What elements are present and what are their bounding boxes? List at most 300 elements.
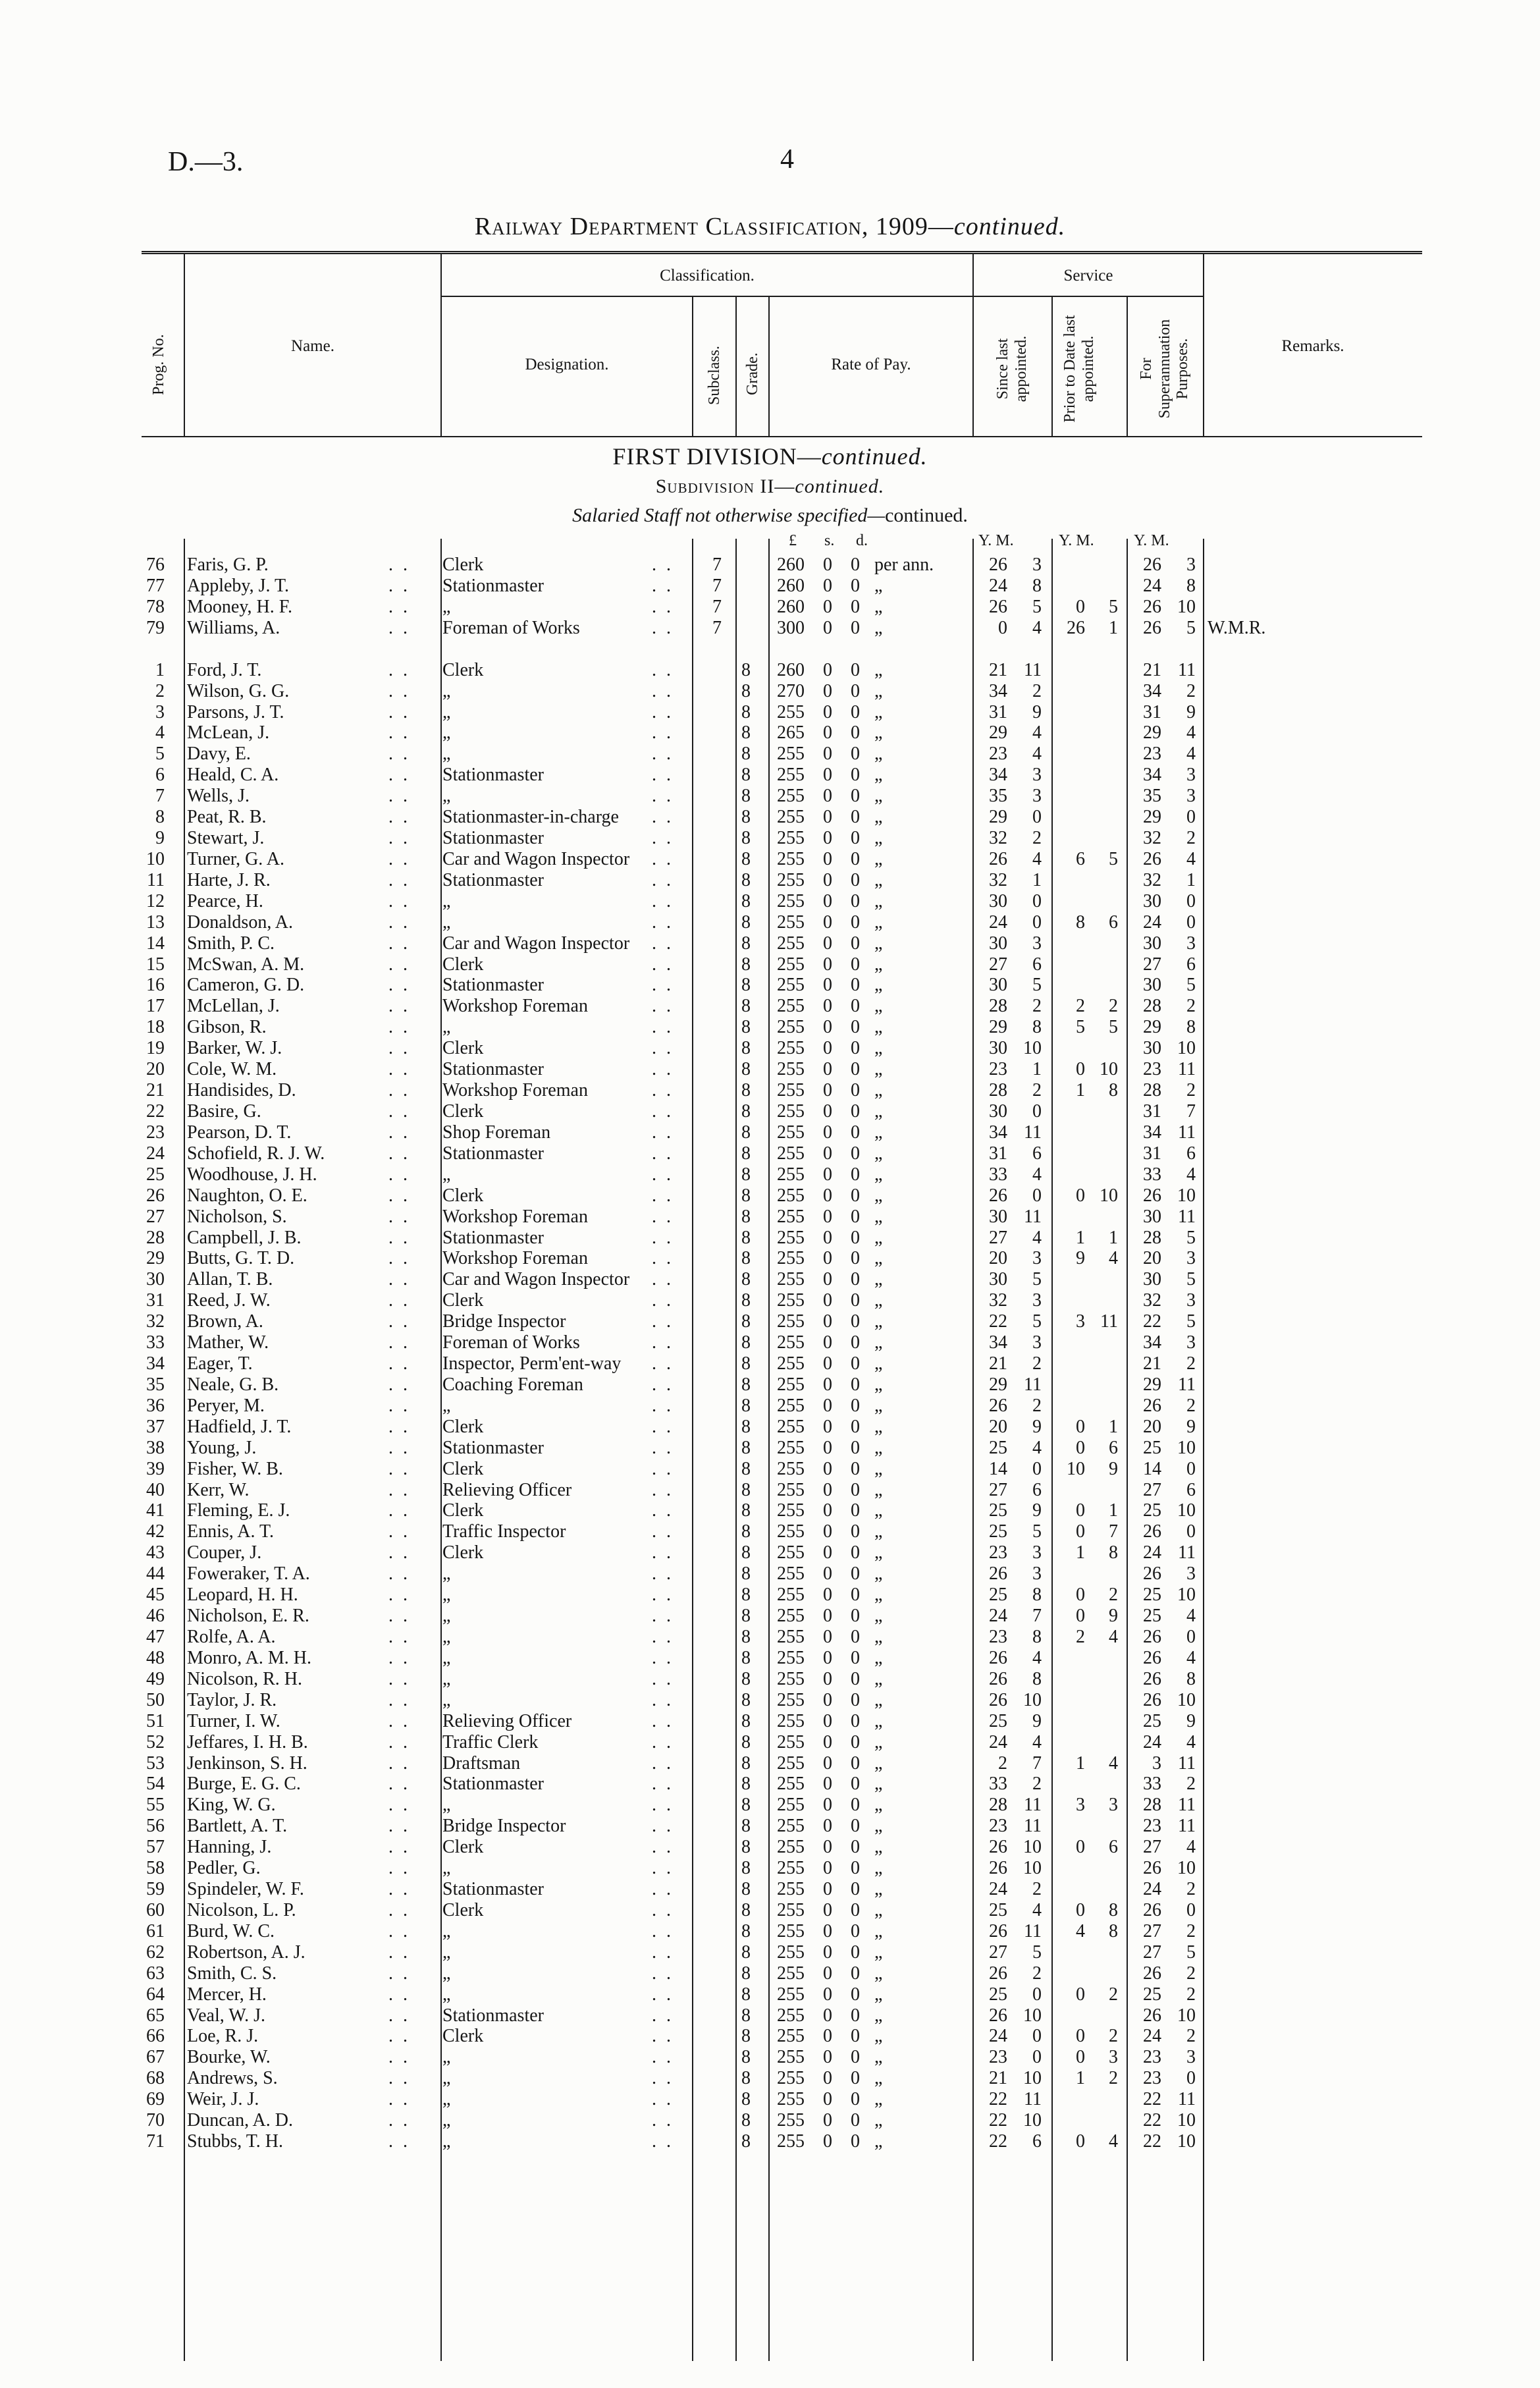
name-cell: King, W. G.	[187, 1795, 276, 1816]
designation-cell: „	[442, 1627, 451, 1647]
prior-months-cell: 2	[1109, 1585, 1118, 1606]
pay-shillings-cell: 0	[823, 1879, 832, 1900]
pay-period-cell: „	[874, 1668, 883, 1689]
prior-years-cell: 0	[1076, 1984, 1085, 2005]
pay-period-cell: „	[874, 2068, 883, 2089]
pay-pence-cell: 0	[851, 1941, 860, 1963]
grade-cell: 8	[741, 1606, 751, 1627]
prior-years-cell: 2	[1076, 996, 1085, 1017]
name-leader-dots: . .	[388, 680, 410, 701]
designation-cell: Clerk	[442, 2026, 484, 2047]
prior-years-cell: 0	[1076, 1437, 1085, 1458]
super-months-cell: 11	[1178, 1059, 1196, 1080]
pay-shillings-cell: 0	[823, 1585, 832, 1606]
super-months-cell: 0	[1186, 807, 1196, 828]
pay-pence-cell: 0	[851, 807, 860, 828]
super-months-cell: 5	[1186, 617, 1196, 638]
since-years-cell: 26	[989, 1185, 1007, 1206]
pay-pence-cell: 0	[851, 701, 860, 722]
pay-pounds-cell: 255	[777, 701, 805, 722]
pay-pounds-cell: 255	[777, 1816, 805, 1837]
pay-pounds-cell: 255	[777, 1038, 805, 1059]
pay-shillings-cell: 0	[823, 722, 832, 744]
grade-cell: 8	[741, 869, 751, 890]
since-months-cell: 1	[1032, 1059, 1042, 1080]
pay-shillings-cell: 0	[823, 1899, 832, 1920]
name-cell: Taylor, J. R.	[187, 1689, 277, 1710]
pay-period-cell: „	[874, 2026, 883, 2047]
designation-leader-dots: . .	[652, 659, 674, 680]
designation-leader-dots: . .	[652, 2131, 674, 2152]
super-months-cell: 2	[1186, 1920, 1196, 1941]
pay-period-cell: „	[874, 1774, 883, 1795]
pay-pence-cell: 0	[851, 1774, 860, 1795]
prog-no-cell: 70	[146, 2110, 165, 2131]
prior-months-cell: 10	[1100, 1059, 1118, 1080]
grade-cell: 8	[741, 1374, 751, 1395]
super-months-cell: 3	[1186, 1332, 1196, 1353]
super-months-cell: 2	[1186, 1774, 1196, 1795]
name-cell: Bartlett, A. T.	[187, 1816, 288, 1837]
pay-pounds-cell: 255	[777, 1227, 805, 1248]
pay-pence-cell: 0	[851, 2131, 860, 2152]
prog-no-cell: 56	[146, 1816, 165, 1837]
name-leader-dots: . .	[388, 2131, 410, 2152]
since-years-cell: 35	[989, 786, 1007, 807]
pay-pounds-cell: 255	[777, 1311, 805, 1332]
designation-leader-dots: . .	[652, 1332, 674, 1353]
since-years-cell: 26	[989, 1563, 1007, 1585]
designation-leader-dots: . .	[652, 1143, 674, 1164]
super-years-cell: 34	[1143, 1122, 1161, 1143]
pay-shillings-cell: 0	[823, 744, 832, 765]
name-leader-dots: . .	[388, 1080, 410, 1101]
prog-no-cell: 71	[146, 2131, 165, 2152]
pay-period-cell: „	[874, 848, 883, 869]
designation-cell: Car and Wagon Inspector	[442, 1269, 630, 1290]
prior-months-cell: 6	[1109, 1837, 1118, 1858]
grade-cell: 8	[741, 1837, 751, 1858]
name-leader-dots: . .	[388, 1606, 410, 1627]
pay-shillings-cell: 0	[823, 2089, 832, 2110]
prior-months-cell: 2	[1109, 2068, 1118, 2089]
since-years-cell: 23	[989, 2047, 1007, 2068]
header-designation: Designation.	[525, 356, 609, 373]
prior-months-cell: 5	[1109, 848, 1118, 869]
super-years-cell: 26	[1143, 617, 1161, 638]
designation-cell: „	[442, 1984, 451, 2005]
since-years-cell: 25	[989, 1500, 1007, 1521]
pay-period-cell: „	[874, 1101, 883, 1122]
pay-pounds-cell: 255	[777, 1500, 805, 1521]
pay-period-cell: „	[874, 701, 883, 722]
prior-years-cell: 10	[1067, 1458, 1085, 1479]
prog-no-cell: 30	[146, 1269, 165, 1290]
since-months-cell: 2	[1032, 1353, 1042, 1374]
designation-cell: Clerk	[442, 1185, 484, 1206]
super-months-cell: 10	[1177, 1185, 1196, 1206]
prog-no-cell: 17	[146, 996, 165, 1017]
super-years-cell: 26	[1143, 848, 1161, 869]
prog-no-cell: 41	[146, 1500, 165, 1521]
designation-cell: Stationmaster	[442, 1059, 544, 1080]
name-leader-dots: . .	[388, 1101, 410, 1122]
name-leader-dots: . .	[388, 1710, 410, 1731]
grade-cell: 8	[741, 1479, 751, 1500]
since-years-cell: 23	[989, 1059, 1007, 1080]
designation-cell: Clerk	[442, 1290, 484, 1311]
prog-no-cell: 33	[146, 1332, 165, 1353]
grade-cell: 8	[741, 1710, 751, 1731]
designation-leader-dots: . .	[652, 1479, 674, 1500]
pay-pounds-cell: 255	[777, 1332, 805, 1353]
since-years-cell: 25	[989, 1984, 1007, 2005]
name-cell: Kerr, W.	[187, 1479, 250, 1500]
name-cell: Gibson, R.	[187, 1017, 267, 1038]
since-years-cell: 33	[989, 1774, 1007, 1795]
grade-cell: 8	[741, 2110, 751, 2131]
super-months-cell: 3	[1186, 1248, 1196, 1269]
pay-pounds-cell: 255	[777, 1122, 805, 1143]
pay-shillings-cell: 0	[823, 828, 832, 849]
since-months-cell: 7	[1032, 1606, 1042, 1627]
since-years-cell: 23	[989, 744, 1007, 765]
grade-cell: 8	[741, 2089, 751, 2110]
prog-no-cell: 78	[146, 596, 165, 617]
name-cell: Turner, G. A.	[187, 848, 284, 869]
since-years-cell: 26	[989, 1395, 1007, 1416]
name-leader-dots: . .	[388, 1920, 410, 1941]
designation-leader-dots: . .	[652, 1059, 674, 1080]
pay-pence-cell: 0	[851, 596, 860, 617]
since-months-cell: 0	[1032, 1101, 1042, 1122]
prior-months-cell: 8	[1109, 1920, 1118, 1941]
designation-leader-dots: . .	[652, 1437, 674, 1458]
designation-leader-dots: . .	[652, 1290, 674, 1311]
pay-period-cell: „	[874, 996, 883, 1017]
super-years-cell: 26	[1143, 555, 1161, 575]
name-leader-dots: . .	[388, 2089, 410, 2110]
pay-pounds-cell: 255	[777, 1143, 805, 1164]
designation-leader-dots: . .	[652, 1416, 674, 1437]
grade-cell: 8	[741, 1941, 751, 1963]
super-months-cell: 11	[1178, 2089, 1196, 2110]
super-years-cell: 30	[1143, 890, 1161, 911]
super-months-cell: 2	[1186, 1879, 1196, 1900]
name-leader-dots: . .	[388, 555, 410, 575]
super-months-cell: 6	[1186, 1143, 1196, 1164]
subdivision-heading	[0, 475, 1540, 498]
subclass-cell: 7	[712, 555, 722, 575]
designation-leader-dots: . .	[652, 617, 674, 638]
designation-leader-dots: . .	[652, 1542, 674, 1563]
pay-shillings-cell: 0	[823, 869, 832, 890]
grade-cell: 8	[741, 1585, 751, 1606]
prog-no-cell: 53	[146, 1752, 165, 1774]
pay-pounds-cell: 255	[777, 1984, 805, 2005]
super-months-cell: 2	[1186, 680, 1196, 701]
pay-pounds-cell: 255	[777, 2089, 805, 2110]
since-months-cell: 10	[1023, 2068, 1042, 2089]
prog-no-cell: 45	[146, 1585, 165, 1606]
designation-leader-dots: . .	[652, 933, 674, 954]
pay-pence-cell: 0	[851, 954, 860, 975]
pay-shillings-cell: 0	[823, 1963, 832, 1984]
super-years-cell: 29	[1143, 1017, 1161, 1038]
designation-cell: „	[442, 2131, 451, 2152]
pay-pounds-cell: 255	[777, 1627, 805, 1647]
super-years-cell: 26	[1143, 1899, 1161, 1920]
prog-no-cell: 16	[146, 975, 165, 996]
since-months-cell: 7	[1032, 1752, 1042, 1774]
pay-period-cell: „	[874, 1816, 883, 1837]
since-months-cell: 3	[1032, 1563, 1042, 1585]
staff-continued: continued.	[885, 504, 968, 526]
prog-no-cell: 3	[155, 701, 165, 722]
super-years-cell: 26	[1143, 1963, 1161, 1984]
super-years-cell: 24	[1143, 1542, 1161, 1563]
pay-shillings-cell: 0	[823, 1290, 832, 1311]
super-years-cell: 26	[1143, 1647, 1161, 1668]
prior-years-cell: 4	[1076, 1920, 1085, 1941]
super-years-cell: 29	[1143, 807, 1161, 828]
super-months-cell: 0	[1186, 1627, 1196, 1647]
grade-cell: 8	[741, 1668, 751, 1689]
pay-pounds-cell: 255	[777, 1206, 805, 1227]
super-months-cell: 11	[1178, 1816, 1196, 1837]
since-months-cell: 10	[1023, 1038, 1042, 1059]
since-years-cell: 21	[989, 1353, 1007, 1374]
name-cell: Nicholson, E. R.	[187, 1606, 309, 1627]
super-months-cell: 2	[1186, 1984, 1196, 2005]
pay-pounds-cell: 255	[777, 1542, 805, 1563]
since-months-cell: 2	[1032, 996, 1042, 1017]
super-months-cell: 3	[1186, 555, 1196, 575]
grade-cell: 8	[741, 1248, 751, 1269]
name-leader-dots: . .	[388, 1963, 410, 1984]
name-leader-dots: . .	[388, 911, 410, 933]
pay-pence-cell: 0	[851, 1038, 860, 1059]
super-months-cell: 1	[1186, 869, 1196, 890]
unit-years-months-prior: Y. M.	[1059, 532, 1094, 549]
name-leader-dots: . .	[388, 1668, 410, 1689]
pay-period-cell: „	[874, 1585, 883, 1606]
name-leader-dots: . .	[388, 1816, 410, 1837]
since-years-cell: 31	[989, 701, 1007, 722]
prog-no-cell: 76	[146, 555, 165, 575]
designation-cell: Stationmaster	[442, 1227, 544, 1248]
prog-no-cell: 36	[146, 1395, 165, 1416]
designation-cell: Relieving Officer	[442, 1710, 572, 1731]
name-cell: Hanning, J.	[187, 1837, 272, 1858]
grade-cell: 8	[741, 1689, 751, 1710]
pay-pence-cell: 0	[851, 975, 860, 996]
since-years-cell: 30	[989, 890, 1007, 911]
name-leader-dots: . .	[388, 828, 410, 849]
super-years-cell: 32	[1143, 828, 1161, 849]
pay-pounds-cell: 255	[777, 1710, 805, 1731]
pay-pounds-cell: 255	[777, 765, 805, 786]
grade-cell: 8	[741, 1395, 751, 1416]
since-years-cell: 29	[989, 1374, 1007, 1395]
pay-pounds-cell: 255	[777, 996, 805, 1017]
pay-period-cell: „	[874, 1500, 883, 1521]
prior-years-cell: 2	[1076, 1627, 1085, 1647]
super-years-cell: 20	[1143, 1248, 1161, 1269]
prog-no-cell: 62	[146, 1941, 165, 1963]
name-cell: Stubbs, T. H.	[187, 2131, 283, 2152]
pay-shillings-cell: 0	[823, 765, 832, 786]
since-months-cell: 3	[1032, 1542, 1042, 1563]
prior-years-cell: 1	[1076, 1080, 1085, 1101]
designation-cell: „	[442, 701, 451, 722]
since-months-cell: 8	[1032, 1668, 1042, 1689]
super-years-cell: 27	[1143, 1941, 1161, 1963]
prior-months-cell: 4	[1109, 2131, 1118, 2152]
prior-months-cell: 8	[1109, 1542, 1118, 1563]
name-leader-dots: . .	[388, 1416, 410, 1437]
name-cell: Allan, T. B.	[187, 1269, 273, 1290]
since-years-cell: 25	[989, 1521, 1007, 1542]
name-leader-dots: . .	[388, 1227, 410, 1248]
pay-pence-cell: 0	[851, 617, 860, 638]
pay-pence-cell: 0	[851, 828, 860, 849]
name-cell: Reed, J. W.	[187, 1290, 271, 1311]
designation-leader-dots: . .	[652, 1731, 674, 1752]
pay-period-cell: „	[874, 1395, 883, 1416]
designation-leader-dots: . .	[652, 975, 674, 996]
name-cell: Nicholson, S.	[187, 1206, 287, 1227]
grade-cell: 8	[741, 1984, 751, 2005]
since-months-cell: 0	[1032, 1458, 1042, 1479]
prog-no-cell: 66	[146, 2026, 165, 2047]
designation-cell: „	[442, 2110, 451, 2131]
designation-cell: Car and Wagon Inspector	[442, 848, 630, 869]
designation-leader-dots: . .	[652, 2089, 674, 2110]
pay-pence-cell: 0	[851, 680, 860, 701]
prog-no-cell: 48	[146, 1647, 165, 1668]
pay-shillings-cell: 0	[823, 1416, 832, 1437]
pay-period-cell: „	[874, 1353, 883, 1374]
since-months-cell: 0	[1032, 1984, 1042, 2005]
pay-pounds-cell: 255	[777, 1101, 805, 1122]
pay-pence-cell: 0	[851, 1521, 860, 1542]
pay-shillings-cell: 0	[823, 1920, 832, 1941]
designation-cell: Car and Wagon Inspector	[442, 933, 630, 954]
pay-period-cell: „	[874, 1627, 883, 1647]
prog-no-cell: 2	[155, 680, 165, 701]
name-leader-dots: . .	[388, 954, 410, 975]
pay-pounds-cell: 255	[777, 2068, 805, 2089]
since-years-cell: 20	[989, 1248, 1007, 1269]
name-cell: Naughton, O. E.	[187, 1185, 307, 1206]
super-months-cell: 11	[1178, 1542, 1196, 1563]
since-months-cell: 0	[1032, 2026, 1042, 2047]
pay-period-cell: „	[874, 2110, 883, 2131]
since-years-cell: 32	[989, 828, 1007, 849]
prior-years-cell: 3	[1076, 1311, 1085, 1332]
designation-cell: Clerk	[442, 1899, 484, 1920]
since-years-cell: 21	[989, 659, 1007, 680]
since-months-cell: 10	[1023, 2110, 1042, 2131]
name-leader-dots: . .	[388, 1879, 410, 1900]
super-years-cell: 14	[1143, 1458, 1161, 1479]
pay-shillings-cell: 0	[823, 1164, 832, 1185]
pay-pence-cell: 0	[851, 890, 860, 911]
super-years-cell: 30	[1143, 1038, 1161, 1059]
pay-pounds-cell: 255	[777, 1416, 805, 1437]
prior-months-cell: 1	[1109, 1227, 1118, 1248]
super-years-cell: 34	[1143, 765, 1161, 786]
pay-shillings-cell: 0	[823, 1479, 832, 1500]
pay-pounds-cell: 255	[777, 1269, 805, 1290]
name-cell: Peryer, M.	[187, 1395, 265, 1416]
prior-months-cell: 5	[1109, 1017, 1118, 1038]
super-years-cell: 32	[1143, 1290, 1161, 1311]
super-months-cell: 0	[1186, 911, 1196, 933]
name-leader-dots: . .	[388, 807, 410, 828]
grade-cell: 8	[741, 659, 751, 680]
since-months-cell: 4	[1032, 722, 1042, 744]
name-cell: Nicolson, R. H.	[187, 1668, 302, 1689]
designation-leader-dots: . .	[652, 1101, 674, 1122]
document-reference: D.—3.	[168, 147, 244, 177]
name-cell: Turner, I. W.	[187, 1710, 280, 1731]
since-years-cell: 30	[989, 1038, 1007, 1059]
prog-no-cell: 21	[146, 1080, 165, 1101]
pay-period-cell: „	[874, 1185, 883, 1206]
pay-shillings-cell: 0	[823, 911, 832, 933]
pay-shillings-cell: 0	[823, 1059, 832, 1080]
super-years-cell: 33	[1143, 1774, 1161, 1795]
pay-pence-cell: 0	[851, 1899, 860, 1920]
since-years-cell: 20	[989, 1416, 1007, 1437]
designation-cell: Foreman of Works	[442, 617, 580, 638]
since-years-cell: 34	[989, 1332, 1007, 1353]
prog-no-cell: 20	[146, 1059, 165, 1080]
name-leader-dots: . .	[388, 1164, 410, 1185]
designation-leader-dots: . .	[652, 807, 674, 828]
name-leader-dots: . .	[388, 1627, 410, 1647]
designation-cell: „	[442, 2068, 451, 2089]
super-months-cell: 11	[1178, 659, 1196, 680]
pay-pounds-cell: 255	[777, 1437, 805, 1458]
pay-pounds-cell: 255	[777, 975, 805, 996]
pay-pence-cell: 0	[851, 2068, 860, 2089]
since-months-cell: 0	[1032, 911, 1042, 933]
super-years-cell: 34	[1143, 1332, 1161, 1353]
grade-cell: 8	[741, 1795, 751, 1816]
grade-cell: 8	[741, 933, 751, 954]
name-cell: Young, J.	[187, 1437, 257, 1458]
page-title-continued: continued.	[953, 213, 1066, 240]
prog-no-cell: 40	[146, 1479, 165, 1500]
super-months-cell: 10	[1177, 596, 1196, 617]
name-cell: Harte, J. R.	[187, 869, 271, 890]
designation-cell: „	[442, 1647, 451, 1668]
designation-leader-dots: . .	[652, 1017, 674, 1038]
pay-period-cell: „	[874, 1689, 883, 1710]
pay-shillings-cell: 0	[823, 807, 832, 828]
pay-pounds-cell: 265	[777, 722, 805, 744]
prog-no-cell: 22	[146, 1101, 165, 1122]
prog-no-cell: 52	[146, 1731, 165, 1752]
pay-pounds-cell: 255	[777, 933, 805, 954]
designation-leader-dots: . .	[652, 680, 674, 701]
since-months-cell: 11	[1024, 1920, 1042, 1941]
designation-leader-dots: . .	[652, 575, 674, 596]
pay-pence-cell: 0	[851, 1563, 860, 1585]
